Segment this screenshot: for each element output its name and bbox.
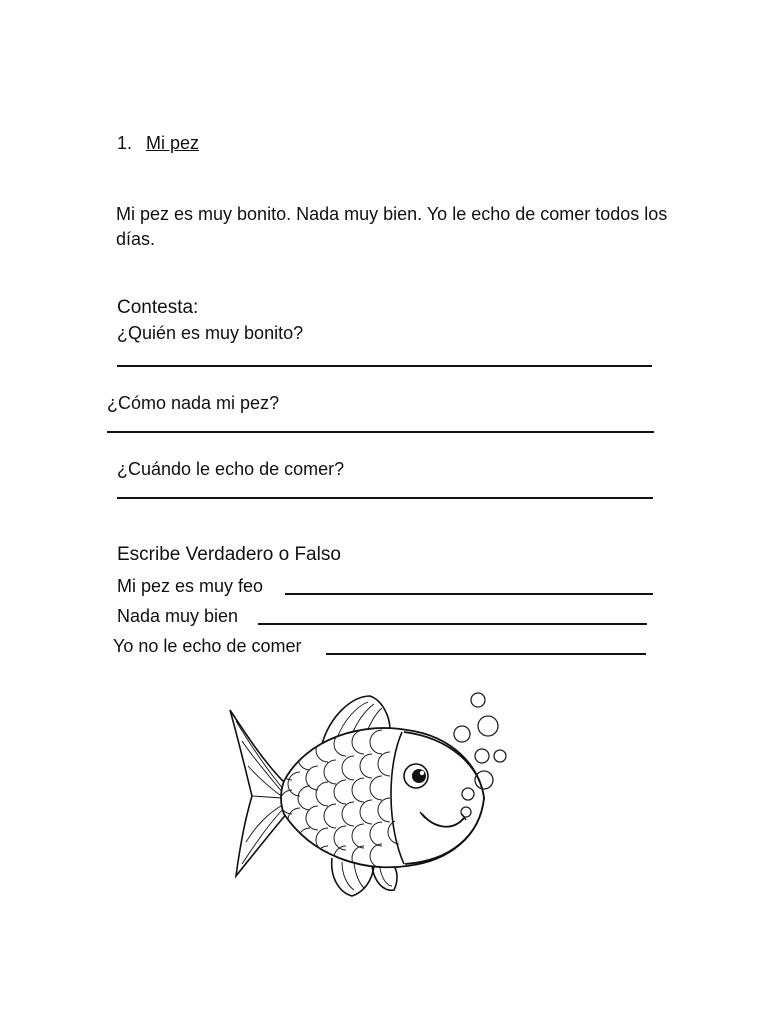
fish-eye xyxy=(404,764,428,788)
question-1: ¿Quién es muy bonito? xyxy=(117,323,304,343)
tail-fin xyxy=(230,710,288,876)
fish-icon xyxy=(212,686,512,901)
statement-answer-line-2[interactable] xyxy=(258,623,647,625)
statement-1: Mi pez es muy feo xyxy=(117,576,264,596)
answer-line-1[interactable] xyxy=(117,365,652,367)
question-2: ¿Cómo nada mi pez? xyxy=(107,393,280,413)
statement-3: Yo no le echo de comer xyxy=(113,636,302,656)
true-false-heading: Escribe Verdadero o Falso xyxy=(117,544,341,565)
answer-line-2[interactable] xyxy=(107,431,654,433)
question-3: ¿Cuándo le echo de comer? xyxy=(117,459,345,479)
exercise-title: Mi pez xyxy=(146,133,200,153)
reading-paragraph: Mi pez es muy bonito. Nada muy bien. Yo le echo de comer todos los días. xyxy=(116,204,668,249)
statement-2: Nada muy bien xyxy=(117,606,239,626)
contesta-heading: Contesta: xyxy=(117,297,199,318)
answer-line-3[interactable] xyxy=(117,497,653,499)
statement-answer-line-1[interactable] xyxy=(285,593,653,595)
exercise-number: 1. xyxy=(117,133,133,153)
statement-answer-line-3[interactable] xyxy=(326,653,646,655)
